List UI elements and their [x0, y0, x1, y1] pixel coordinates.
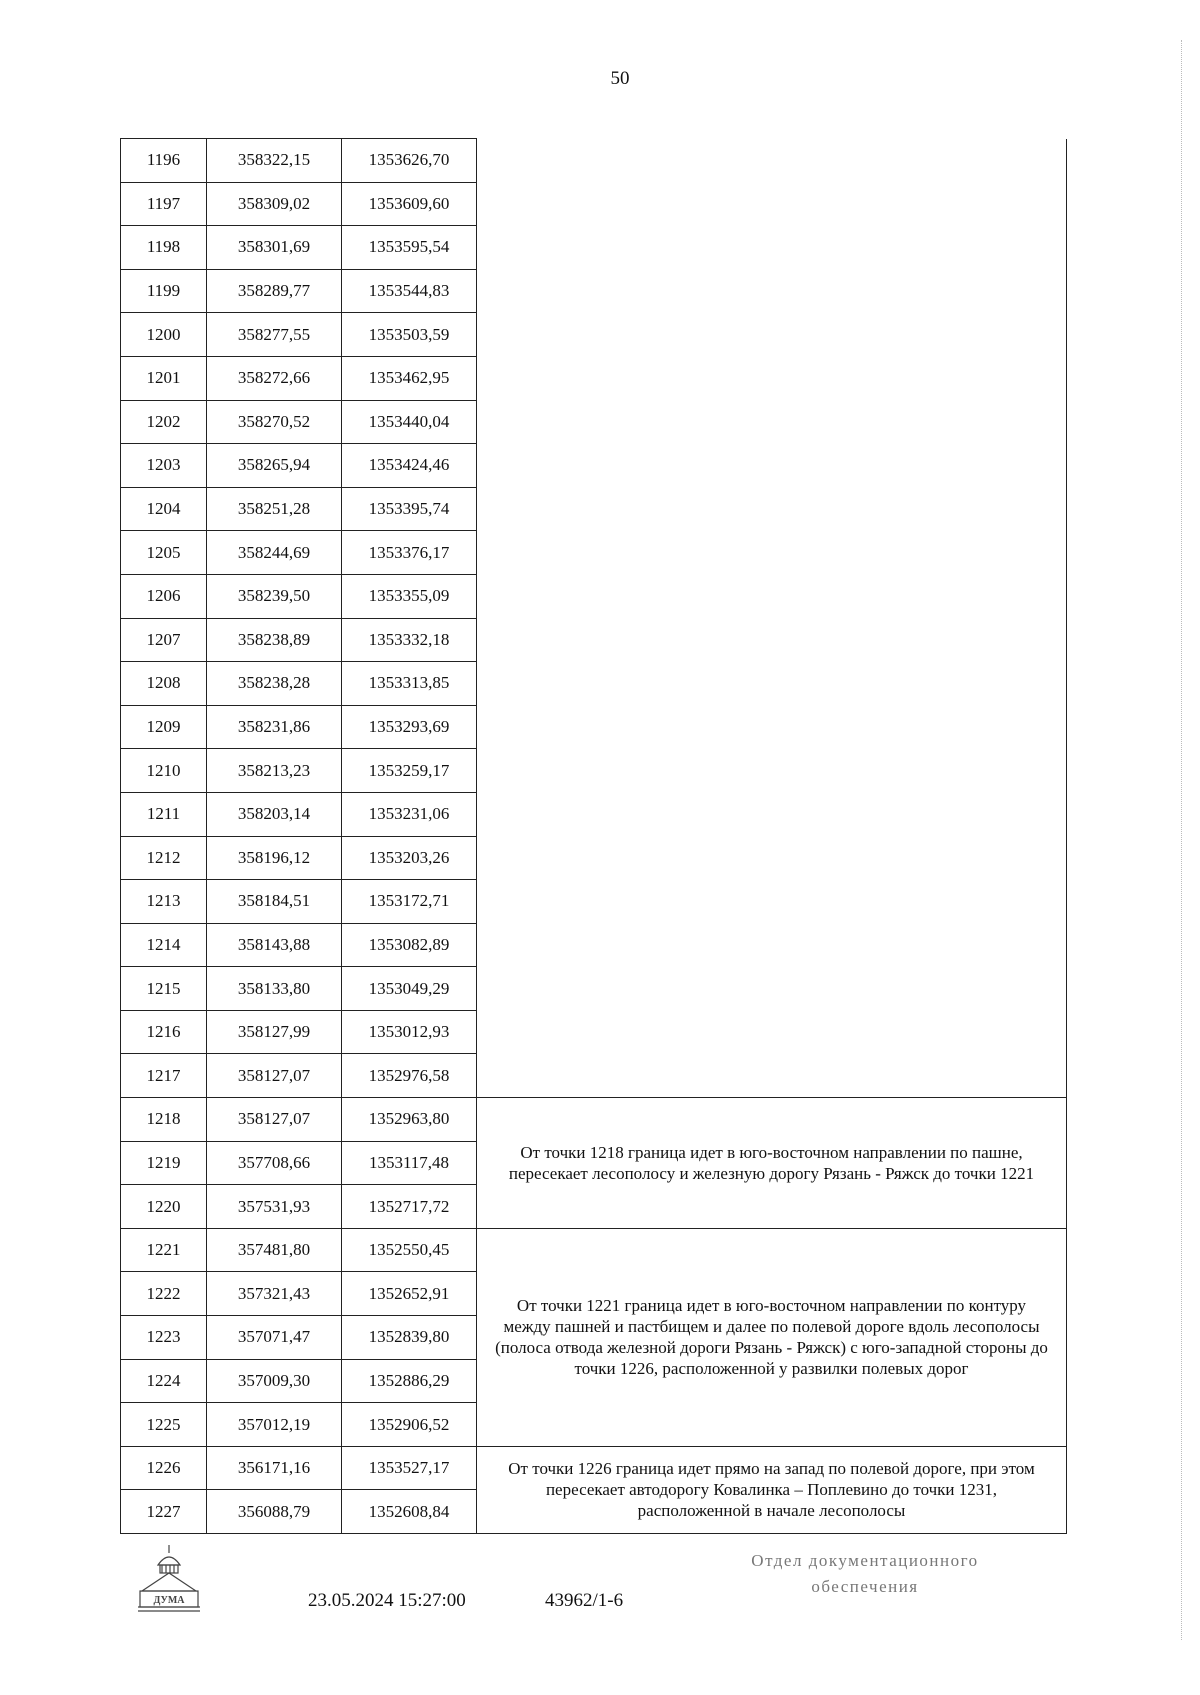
point-number-cell: 1227 [121, 1490, 207, 1534]
coordinates-table [120, 138, 1067, 1534]
point-number-cell: 1200 [121, 313, 207, 357]
table-row [121, 139, 1067, 183]
stamp-line-2: обеспечения [811, 1577, 919, 1596]
point-number-cell: 1212 [121, 836, 207, 880]
x-coordinate-cell: 358239,50 [207, 574, 342, 618]
point-number-cell: 1205 [121, 531, 207, 575]
y-coordinate-cell: 1353259,17 [342, 749, 477, 793]
description-cell-empty [477, 792, 1067, 836]
y-coordinate-cell: 1352652,91 [342, 1272, 477, 1316]
y-coordinate-cell: 1353293,69 [342, 705, 477, 749]
x-coordinate-cell: 357531,93 [207, 1185, 342, 1229]
y-coordinate-cell: 1353395,74 [342, 487, 477, 531]
point-number-cell: 1207 [121, 618, 207, 662]
coordinates-table-wrap [120, 138, 1066, 1534]
stamp-line-1: Отдел документационного [751, 1551, 979, 1570]
table-row [121, 1054, 1067, 1098]
table-row [121, 1010, 1067, 1054]
x-coordinate-cell: 358277,55 [207, 313, 342, 357]
point-number-cell: 1226 [121, 1446, 207, 1490]
x-coordinate-cell: 357708,66 [207, 1141, 342, 1185]
x-coordinate-cell: 357481,80 [207, 1228, 342, 1272]
x-coordinate-cell: 357321,43 [207, 1272, 342, 1316]
y-coordinate-cell: 1353376,17 [342, 531, 477, 575]
description-cell-empty [477, 226, 1067, 270]
point-number-cell: 1201 [121, 356, 207, 400]
x-coordinate-cell: 357009,30 [207, 1359, 342, 1403]
y-coordinate-cell: 1353203,26 [342, 836, 477, 880]
x-coordinate-cell: 356088,79 [207, 1490, 342, 1534]
description-cell-empty [477, 487, 1067, 531]
x-coordinate-cell: 358289,77 [207, 269, 342, 313]
y-coordinate-cell: 1352839,80 [342, 1316, 477, 1360]
table-row [121, 705, 1067, 749]
point-number-cell: 1203 [121, 444, 207, 488]
y-coordinate-cell: 1353355,09 [342, 574, 477, 618]
y-coordinate-cell: 1352886,29 [342, 1359, 477, 1403]
y-coordinate-cell: 1353231,06 [342, 792, 477, 836]
description-cell-empty [477, 618, 1067, 662]
y-coordinate-cell: 1352717,72 [342, 1185, 477, 1229]
y-coordinate-cell: 1353462,95 [342, 356, 477, 400]
point-number-cell: 1224 [121, 1359, 207, 1403]
description-cell-empty [477, 574, 1067, 618]
x-coordinate-cell: 358301,69 [207, 226, 342, 270]
point-number-cell: 1208 [121, 662, 207, 706]
point-number-cell: 1211 [121, 792, 207, 836]
description-cell-empty [477, 880, 1067, 924]
point-number-cell: 1204 [121, 487, 207, 531]
table-row [121, 531, 1067, 575]
y-coordinate-cell: 1353626,70 [342, 139, 477, 183]
y-coordinate-cell: 1353527,17 [342, 1446, 477, 1490]
y-coordinate-cell: 1352976,58 [342, 1054, 477, 1098]
point-number-cell: 1217 [121, 1054, 207, 1098]
table-row [121, 400, 1067, 444]
x-coordinate-cell: 358127,07 [207, 1098, 342, 1142]
table-row [121, 356, 1067, 400]
description-cell-empty [477, 531, 1067, 575]
table-row [121, 836, 1067, 880]
description-cell-empty [477, 967, 1067, 1011]
boundary-description-cell: От точки 1221 граница идет в юго-восточном направлении по контуру между пашней и пастбищем и далее по полевой дороге вдоль лесополосы (полоса отвода железной дороги Рязань - Ряжск) с юго-западной стороны до точки 1226, расположенной у развилки полевых дорог [477, 1228, 1067, 1446]
y-coordinate-cell: 1353503,59 [342, 313, 477, 357]
x-coordinate-cell: 358251,28 [207, 487, 342, 531]
y-coordinate-cell: 1352906,52 [342, 1403, 477, 1447]
table-row [121, 618, 1067, 662]
y-coordinate-cell: 1353332,18 [342, 618, 477, 662]
point-number-cell: 1218 [121, 1098, 207, 1142]
description-cell-empty [477, 400, 1067, 444]
y-coordinate-cell: 1353172,71 [342, 880, 477, 924]
x-coordinate-cell: 358238,89 [207, 618, 342, 662]
y-coordinate-cell: 1353595,54 [342, 226, 477, 270]
scan-edge-marks [1181, 40, 1194, 1640]
x-coordinate-cell: 358238,28 [207, 662, 342, 706]
y-coordinate-cell: 1353049,29 [342, 967, 477, 1011]
page-number: 50 [610, 68, 630, 89]
x-coordinate-cell: 358133,80 [207, 967, 342, 1011]
boundary-description-cell: От точки 1226 граница идет прямо на запад по полевой дороге, при этом пересекает автодорогу Ковалинка – Поплевино до точки 1231, расположенной в начале лесополосы [477, 1446, 1067, 1533]
x-coordinate-cell: 358127,99 [207, 1010, 342, 1054]
point-number-cell: 1206 [121, 574, 207, 618]
description-cell-empty [477, 1054, 1067, 1098]
description-cell-empty [477, 1010, 1067, 1054]
x-coordinate-cell: 357012,19 [207, 1403, 342, 1447]
point-number-cell: 1222 [121, 1272, 207, 1316]
svg-text:ДУМА: ДУМА [153, 1595, 185, 1606]
description-cell-empty [477, 705, 1067, 749]
x-coordinate-cell: 358309,02 [207, 182, 342, 226]
table-row [121, 313, 1067, 357]
point-number-cell: 1219 [121, 1141, 207, 1185]
y-coordinate-cell: 1353440,04 [342, 400, 477, 444]
x-coordinate-cell: 358265,94 [207, 444, 342, 488]
point-number-cell: 1213 [121, 880, 207, 924]
x-coordinate-cell: 358184,51 [207, 880, 342, 924]
table-row [121, 880, 1067, 924]
point-number-cell: 1210 [121, 749, 207, 793]
table-row [121, 749, 1067, 793]
description-cell-empty [477, 662, 1067, 706]
coordinates-table-body [121, 139, 1067, 1534]
point-number-cell: 1199 [121, 269, 207, 313]
x-coordinate-cell: 357071,47 [207, 1316, 342, 1360]
x-coordinate-cell: 356171,16 [207, 1446, 342, 1490]
point-number-cell: 1197 [121, 182, 207, 226]
y-coordinate-cell: 1352963,80 [342, 1098, 477, 1142]
table-row [121, 487, 1067, 531]
table-row [121, 1228, 1067, 1272]
y-coordinate-cell: 1353012,93 [342, 1010, 477, 1054]
table-row [121, 182, 1067, 226]
y-coordinate-cell: 1353313,85 [342, 662, 477, 706]
table-row [121, 574, 1067, 618]
table-row [121, 269, 1067, 313]
footer-document-number: 43962/1-6 [545, 1590, 624, 1611]
y-coordinate-cell: 1353609,60 [342, 182, 477, 226]
table-row [121, 1446, 1067, 1490]
table-row [121, 792, 1067, 836]
y-coordinate-cell: 1353117,48 [342, 1141, 477, 1185]
point-number-cell: 1196 [121, 139, 207, 183]
point-number-cell: 1220 [121, 1185, 207, 1229]
table-row [121, 967, 1067, 1011]
description-cell-empty [477, 923, 1067, 967]
x-coordinate-cell: 358196,12 [207, 836, 342, 880]
description-cell-empty [477, 313, 1067, 357]
x-coordinate-cell: 358213,23 [207, 749, 342, 793]
duma-emblem-logo [136, 1543, 202, 1615]
description-cell-empty [477, 182, 1067, 226]
point-number-cell: 1216 [121, 1010, 207, 1054]
description-cell-empty [477, 836, 1067, 880]
description-cell-empty [477, 749, 1067, 793]
x-coordinate-cell: 358143,88 [207, 923, 342, 967]
description-cell-empty [477, 139, 1067, 183]
table-row [121, 1098, 1067, 1142]
table-row [121, 662, 1067, 706]
x-coordinate-cell: 358127,07 [207, 1054, 342, 1098]
table-row [121, 923, 1067, 967]
point-number-cell: 1225 [121, 1403, 207, 1447]
description-cell-empty [477, 356, 1067, 400]
y-coordinate-cell: 1353424,46 [342, 444, 477, 488]
point-number-cell: 1221 [121, 1228, 207, 1272]
table-row [121, 226, 1067, 270]
x-coordinate-cell: 358272,66 [207, 356, 342, 400]
department-stamp [700, 1548, 1030, 1600]
y-coordinate-cell: 1352550,45 [342, 1228, 477, 1272]
point-number-cell: 1223 [121, 1316, 207, 1360]
point-number-cell: 1198 [121, 226, 207, 270]
footer-date: 23.05.2024 15:27:00 [308, 1590, 466, 1611]
table-row [121, 444, 1067, 488]
x-coordinate-cell: 358203,14 [207, 792, 342, 836]
point-number-cell: 1214 [121, 923, 207, 967]
point-number-cell: 1209 [121, 705, 207, 749]
point-number-cell: 1202 [121, 400, 207, 444]
point-number-cell: 1215 [121, 967, 207, 1011]
x-coordinate-cell: 358322,15 [207, 139, 342, 183]
y-coordinate-cell: 1352608,84 [342, 1490, 477, 1534]
y-coordinate-cell: 1353544,83 [342, 269, 477, 313]
x-coordinate-cell: 358270,52 [207, 400, 342, 444]
y-coordinate-cell: 1353082,89 [342, 923, 477, 967]
x-coordinate-cell: 358244,69 [207, 531, 342, 575]
boundary-description-cell: От точки 1218 граница идет в юго-восточном направлении по пашне, пересекает лесополосу и железную дорогу Рязань - Ряжск до точки 1221 [477, 1098, 1067, 1229]
description-cell-empty [477, 444, 1067, 488]
description-cell-empty [477, 269, 1067, 313]
x-coordinate-cell: 358231,86 [207, 705, 342, 749]
